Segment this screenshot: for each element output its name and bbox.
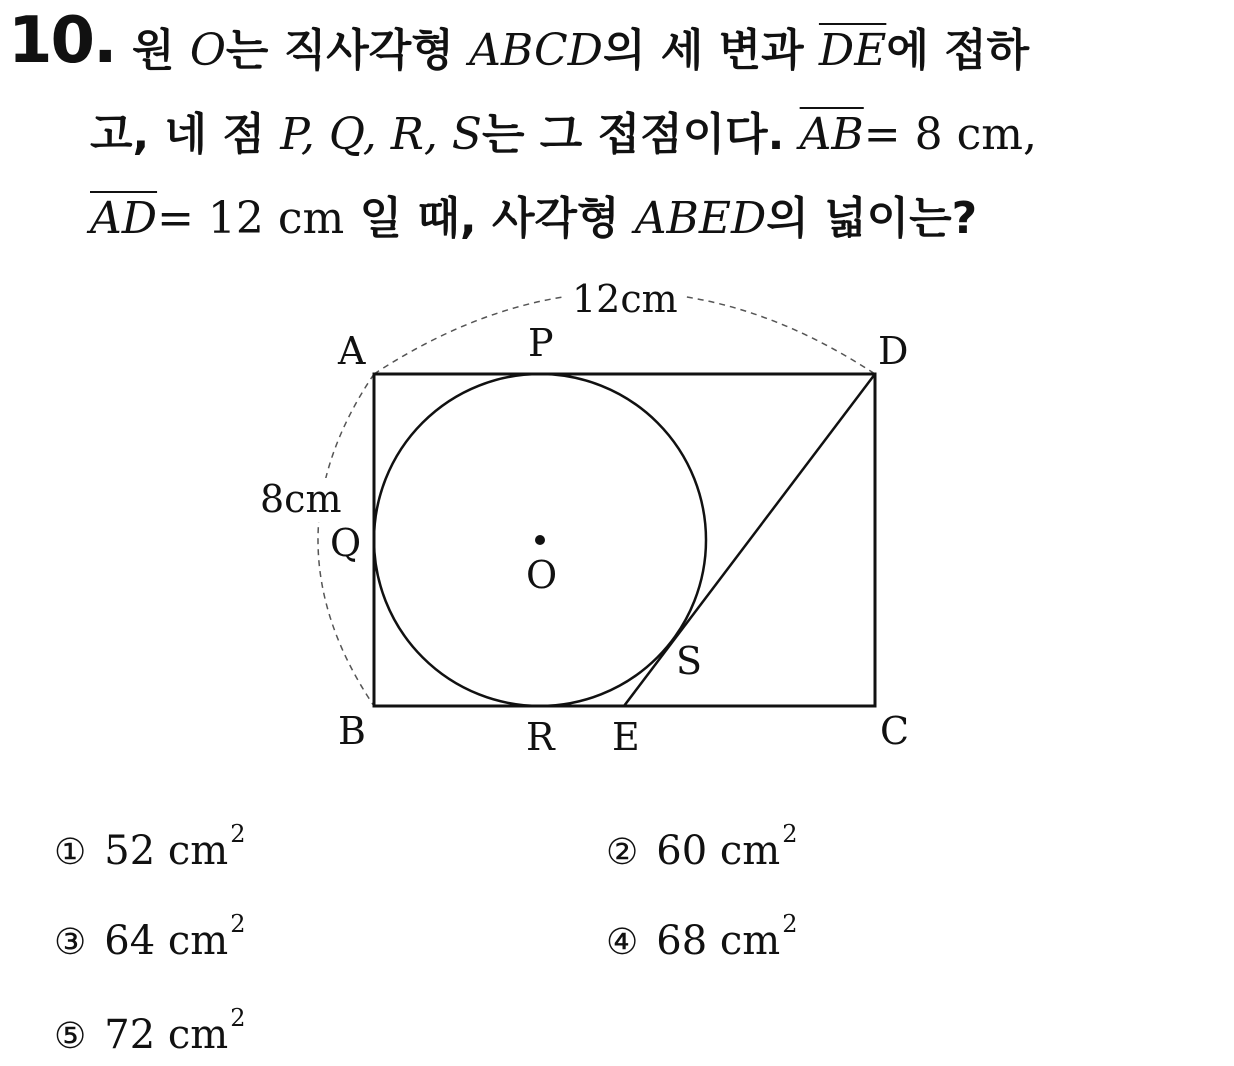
- choice-value: 68: [656, 918, 708, 964]
- choice-3[interactable]: [54, 910, 246, 964]
- label-d: D: [878, 329, 909, 373]
- choice-value: 60: [656, 828, 708, 874]
- question-number: 10.: [8, 4, 116, 78]
- segment-ad: $\overline{AD}$: [90, 193, 158, 244]
- choice-exponent: 2: [230, 1004, 246, 1032]
- dim-label-left: 8cm: [260, 477, 342, 521]
- label-q: Q: [330, 521, 362, 565]
- rect-name: ABCD: [469, 25, 603, 76]
- choice-unit: cm: [167, 918, 229, 964]
- shape-name: ABED: [634, 193, 767, 244]
- choice-4[interactable]: [606, 910, 798, 964]
- label-s: S: [676, 639, 703, 683]
- choice-unit: cm: [167, 828, 229, 874]
- label-c: C: [880, 709, 910, 753]
- choice-number: ③: [54, 922, 87, 963]
- choice-1[interactable]: [54, 820, 246, 874]
- label-p: P: [528, 321, 554, 365]
- label-o: O: [526, 553, 558, 597]
- choice-number: ⑤: [54, 1016, 87, 1057]
- text: 원: [132, 25, 190, 76]
- text: 의 세 변과: [602, 25, 819, 76]
- ab-length: = 8 cm,: [863, 109, 1037, 160]
- choice-exponent: 2: [230, 910, 246, 938]
- rectangle-abcd: [374, 374, 875, 706]
- segment-de: $\overline{DE}$: [818, 25, 887, 76]
- text: 고, 네 점: [90, 109, 281, 160]
- choice-5[interactable]: [54, 1004, 246, 1058]
- center-dot: [535, 535, 545, 545]
- dim-label-top: 12cm: [572, 277, 678, 321]
- choice-exponent: 2: [230, 820, 246, 848]
- circle-name: O: [189, 25, 226, 76]
- choice-2[interactable]: [606, 820, 798, 874]
- choice-unit: cm: [719, 918, 781, 964]
- text: 는 그 접점이다.: [481, 109, 800, 160]
- choice-number: ④: [606, 922, 639, 963]
- text: 일 때, 사각형: [344, 193, 635, 244]
- choice-exponent: 2: [782, 910, 798, 938]
- text: 의 넓이는?: [766, 193, 978, 244]
- segment-ab: $\overline{AB}$: [799, 109, 864, 160]
- segment-de-line: [624, 374, 875, 706]
- tangent-points: P, Q, R, S: [280, 109, 482, 160]
- text: 는 직사각형: [225, 25, 470, 76]
- choice-value: 72: [104, 1012, 156, 1058]
- label-b: B: [338, 709, 366, 753]
- ad-length: = 12 cm: [157, 193, 345, 244]
- label-r: R: [526, 715, 555, 759]
- choice-value: 52: [104, 828, 156, 874]
- choice-unit: cm: [167, 1012, 229, 1058]
- text: 에 접하: [886, 25, 1030, 76]
- choice-exponent: 2: [782, 820, 798, 848]
- label-a: A: [338, 329, 366, 373]
- label-e: E: [612, 715, 640, 759]
- choice-unit: cm: [719, 828, 781, 874]
- choice-value: 64: [104, 918, 156, 964]
- choice-number: ①: [54, 832, 87, 873]
- choice-number: ②: [606, 832, 639, 873]
